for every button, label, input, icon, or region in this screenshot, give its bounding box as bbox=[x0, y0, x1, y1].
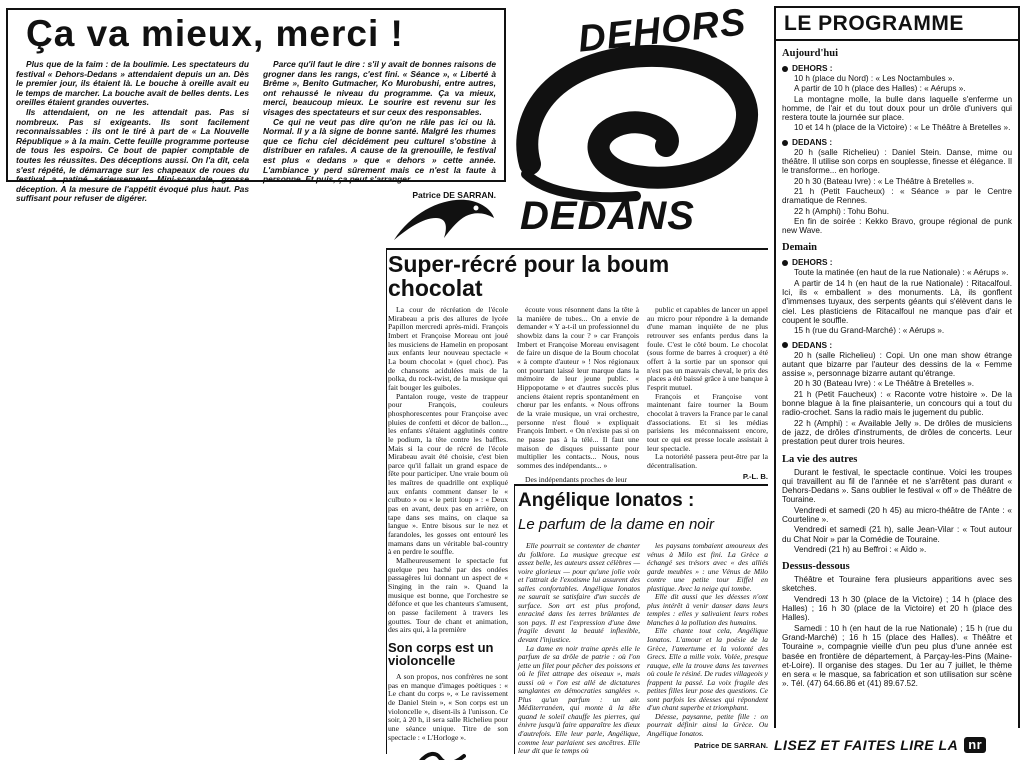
super-recre-column-2 bbox=[517, 306, 639, 485]
article-subheading: Son corps est un violoncelle bbox=[388, 639, 494, 668]
divider bbox=[386, 248, 387, 754]
bullet-icon bbox=[782, 342, 788, 348]
article-subtitle-angelique: Le parfum de la dame en noir bbox=[518, 516, 714, 533]
intro-box bbox=[6, 8, 506, 204]
venue-label-text: DEDANS : bbox=[792, 339, 833, 350]
bird-icon bbox=[392, 192, 496, 244]
article-paragraph: Malheureusement le spectacle fut quelque peu haché par des ondées passagères lui donnant un aspect de « Singing in the rain ». Quand la musique est bonne, que l'orchestre se défonce et que les chanteurs s'amusent, on passe facilement à travers les gouttes. Tour de chant et animation, des airs qui, à la première bbox=[388, 556, 508, 635]
program-venue-label bbox=[782, 137, 1012, 147]
program-heading-today: Aujourd'hui bbox=[782, 48, 839, 59]
program-entry: A partir de 10 h (place des Halles) : « Aérups ». bbox=[794, 84, 966, 94]
venue-label-text: DEHORS : bbox=[792, 257, 833, 268]
program-entry: Samedi : 10 h (en haut de la rue Nationale) ; 15 h (rue du Grand-Marché) ; 16 h 15 (place des Halles). « Théâtre et Touraine », compagnie vieille d'un peu plus d'une année est basée en frontière de département, à Parçay-les-Pins (Maine-et-Loire). Il organise des stages. Du 1er au 7 juillet, le thème en sera « le masque, sa fabrication et son utilisation sur scène ». Tél. (47) 64.66.86 et (41) 89.67.52. bbox=[782, 623, 1012, 689]
program-entry: 22 h (Amphi) : Tohu Bohu. bbox=[794, 206, 889, 216]
program-venue-label bbox=[782, 63, 1012, 73]
program-entry: Vendredi (21 h) au Beffroi : « Aïdo ». bbox=[794, 544, 927, 554]
program-heading-dessus: Dessus-dessous bbox=[782, 561, 850, 573]
program-entry: 10 h (place du Nord) : « Les Noctambules ». bbox=[794, 74, 955, 83]
article-paragraph: A son propos, nos confrères ne sont pas en manque d'images poétiques : « Le chant du corps », « Le ravissement de Daniel Stein », « Son corps est un violoncelle », disent-ils à l'unisson. Ce soir, à 20 h, il sera salle Richelieu pour une séance unique. Titre de son spectacle : « L'Horloge ». bbox=[388, 671, 508, 742]
article-paragraph: Des indépendants proches de leur bbox=[525, 475, 628, 485]
festival-logo bbox=[516, 1, 760, 244]
angelique-column-1 bbox=[518, 542, 640, 756]
program-entry: 21 h (Petit Faucheux) : « Séance » par le Centre dramatique de Rennes. bbox=[782, 186, 1012, 206]
intro-title: Ça va mieux, merci ! bbox=[26, 13, 404, 54]
program-entry: Vendredi et samedi (21 h), salle Jean-Vilar : « Tout autour du Chat Noir » par la Comédie de Touraine. bbox=[782, 525, 1012, 544]
article-paragraph: Pantalon rouge, veste de trappeur pour François, couleurs phosphorescentes pour Françoise avec pluies de confetti et décor de ballon..., les enfants s'étaient agglutinés contre le podium, la tête contre les baffles. Mais si la cour de récré de l'école Mirabeau avait été choisie, c'est bien parce qu'il fallait un grand espace de fête pour participer. Une vraie boum où les maîtres de quadrille ont expliqué aux enfants comment danser le « culbuto » ou « le petit loup » : « Deux pas en avant, deux pas en arrière, on tape dans ses mains, on claque sa langue ». Entre bisous sur le nez et farandoles, les gosses ont entouré les mamans dans un véritable bal-country à en perdre le souffle. bbox=[388, 391, 508, 557]
article-paragraph: Déesse, paysanne, petite fille : on pourrait définir ainsi la Grèce. Ou Angélique Ionatos. bbox=[647, 711, 768, 739]
bullet-icon bbox=[782, 66, 788, 72]
program-entry: 20 h (salle Richelieu) : Daniel Stein. Danse, mime ou théâtre. Il utilise son corps en souplesse, finesse et élégance. Il le transforme... en horloge. bbox=[782, 147, 1012, 176]
cello-dancer-icon bbox=[418, 748, 466, 760]
article-paragraph: écoute vous résonnent dans la tête à la manière de tubes... On a envie de demander « Y a-t-il un professionnel du showbiz dans la cour ? » car François Imbert et Françoise Moreau envisagent de faire un disque de la Boum chocolat « à compte d'auteur » ! Nos régionaux ont pourtant laissé leur marque dans la mémoire de leur jeune public. « Hippopotame » et d'autres succès plus anciens étaient repris spontanément en chœur par les enfants. « Nous offrons de la vraie musique, un vrai orchestre, personne n'est floué » expliquait François Imbert. « On n'existe pas si on ne passe pas à la télé... Il faut une maison de disques puissante pour multiplier les contacts... Nous, nous sommes des indépendants... » bbox=[517, 305, 639, 470]
program-venue-label bbox=[782, 257, 1012, 267]
intro-paragraph: Ce qui ne veut pas dire qu'on ne râle pas ici ou là. Normal. Il y a là signe de bonne santé. Malgré les rhumes que ce fichu ciel décidément peu culturel s'obstine à distribuer en rafales. A cause de la grenouille, le festival est plus « dedans » que « dehors » cette année. L'ambiance y perd sûrement mais ce n'est la faute à personne. Et puis, ça peut s'arranger... bbox=[263, 116, 496, 185]
program-entry: 20 h 30 (Bateau Ivre) : « Le Théâtre à Bretelles ». bbox=[794, 379, 975, 389]
divider bbox=[514, 486, 515, 754]
program-entry: A partir de 14 h (en haut de la rue Nationale) : Ritacalfoul. Ici, ils « emballent » des monuments. Là, ils gonflent d'immenses tuyaux, des serpents géants qui s'élèvent dans le ciel. Les plasticiens de Ritacalfoul ne manque pas d'air et coupent le souffle. bbox=[782, 278, 1012, 325]
bullet-icon bbox=[782, 140, 788, 146]
article-paragraph: La notoriété passera peut-être par la décentralisation. bbox=[647, 452, 768, 470]
article-signature: P.-L. B. bbox=[742, 472, 768, 482]
program-entry: Toute la matinée (en haut de la rue Nationale) : « Aérups ». bbox=[794, 268, 1009, 278]
program-column bbox=[774, 6, 1020, 728]
logo-word-dehors: DEHORS bbox=[576, 1, 749, 61]
article-paragraph: Elle dit aussi que les déesses n'ont plus intérêt à venir danser dans leurs temples : elles y salivaient leurs robes blanches à la pollution des humains. bbox=[647, 592, 768, 627]
super-recre-column-3 bbox=[647, 306, 768, 482]
article-paragraph: Elle pourrait se contenter de chanter du folklore. La musique grecque est assez belle, les auteurs assez célèbres — voire glorieux — pour qu'une jolie voix et l'attrait de l'exotisme lui assurent des salles confortables. Angélique Ionatos ne saurait se satisfaire d'un succès de surface. Son art est plus profond, enraciné dans les terres brûlantes de son pays. Il est l'expression d'une âme fragile devant la beauté inflexible, devant l'injustice. bbox=[518, 541, 640, 645]
program-entry: Théâtre et Touraine fera plusieurs apparitions avec ses sketches. bbox=[782, 575, 1012, 594]
divider bbox=[386, 248, 768, 250]
article-paragraph: Elle chante tout cela, Angélique Ionatos. L'amour et la poésie de la Grèce, l'amertume et la volonté des Grecs. Elle a mille voix. Volée, presque rauque, elle la trouve dans les tavernes où coule le résiné. De rudes villageois y frappent la passé. La voix fragile des petites filles leur pose des questions. Ce sont parfois les déesses qui répondent d'un chant superbe et triomphant. bbox=[647, 626, 768, 713]
program-heading-others: La vie des autres bbox=[782, 453, 858, 465]
program-entry: 15 h (rue du Grand-Marché) : « Aérups ». bbox=[794, 326, 945, 336]
article-title-angelique: Angélique Ionatos : bbox=[518, 490, 695, 511]
logo-word-dedans: DEDANS bbox=[520, 194, 695, 238]
program-entry: En fin de soirée : Kekko Bravo, groupe régional de punk new Wave. bbox=[782, 216, 1012, 236]
program-entry: La montagne molle, la bulle dans laquelle s'enferme un homme, de l'air et du tout doux pour un drôle d'univers qui restera toute la journée sur place. bbox=[782, 94, 1012, 123]
article-paragraph: La cour de récréation de l'école Mirabeau a pris des allures de lycée Papillon mercredi après-midi. François Imbert et Françoise Moreau ont joué les musiciens de Hamelin en proposant aux enfants leur nouveau spectacle « La boum chocolat » (quel choc). Pas de chansons acidulées mais de la polka, du rock-twist, de la musique qui fait bouger les guiboles. bbox=[388, 305, 508, 392]
program-entry: Vendredi et samedi (20 h 45) au micro-théâtre de l'Ante : « Courteline ». bbox=[782, 505, 1012, 524]
article-paragraph: public et capables de lancer un appel au micro pour répondre à la demande d'une maman inquiète de ne plus retrouver ses enfants perdus dans la foule. C'est le côté boum. Le chocolat (sous forme de barres à croquer) a été offert à la sortie par un sponsor qui n'est pas un mauvais cheval, le prix des places a été baissé grâce à une banque à l'esprit mutuel. bbox=[647, 305, 769, 392]
angelique-column-2 bbox=[647, 542, 768, 750]
article-signature: Patrice DE SARRAN. bbox=[694, 740, 768, 750]
program-entry: 21 h (Petit Faucheux) : « Raconte votre histoire ». De la bonne blague à la fine plaisanterie, un concours qui a tout du radio-crochet. Sans la radio mais le jugement du public. bbox=[782, 389, 1012, 418]
article-paragraph: La dame en noir traine après elle le parfum de sa drôle de patrie : où l'on jette un filet pour pêcher des poissons et où le filet attrape des oiseaux », mais aussi où « l'on est allé de dictatures sanglantes en démocraties sanglées ». Plus qu'un parfum : un air. Méditerranéen, qui monte à la tête quand le soleil chauffe les pierres, qui énivre jusqu'à faire apparaître les dieux d'autrefois. Elle leur parle, Angélique, comme leur parlaient ses ancêtres. Elle leur dit que le temps où bbox=[518, 643, 640, 756]
intro-paragraph: Parce qu'il faut le dire : s'il y avait de bonnes raisons de grogner dans les rangs, c'est fini. « Séance », « Liberté à Brême », Benito Gutmacher, Ko Murobushi, entre autres, ont rehaussé le niveau du programme. Ça va mieux, merci, beaucoup mieux. Le sourire est revenu sur les visages des spectateurs et sur ceux des responsables. bbox=[263, 59, 496, 117]
venue-label-text: DEHORS : bbox=[792, 63, 833, 73]
bullet-icon bbox=[782, 260, 788, 266]
intro-column-2 bbox=[263, 60, 496, 204]
intro-column-1 bbox=[16, 60, 249, 204]
intro-paragraph: Ils attendaient, on ne les attendait pas. Pas si nombreux. Pas si exigeants. Ils sont facilement reconnaissables : ils ont le tiré à part de « La Nouvelle République » à la main. Cette feuille programme porteuse de tous les espoirs. Ce bout de papier comptable de toutes les réussites. Des déceptions aussi. On l'a dit, cela s'est répété, le démarrage sur les chapeaux de roues du festival a patiné sérieusement. Mini-scandale, grosse déception. A la mesure de l'appétit évoqué plus haut. Pas suffisant pour refuser de digérer. bbox=[16, 106, 249, 204]
program-heading-tomorrow: Demain bbox=[782, 242, 817, 254]
intro-paragraph: Plus que de la faim : de la boulimie. Les spectateurs du festival « Dehors-Dedans » attendaient depuis un an. Dès le premier jour, ils étaient là. Le bouche à oreille avait eu le temps de marcher. La bouche avait de belles dents. Les oreilles étaient grandes ouvertes. bbox=[16, 59, 249, 108]
program-venue-label bbox=[782, 340, 1012, 350]
article-paragraph: François et Françoise vont maintenant faire tourner la Boum chocolat à travers la France par le canal d'associations. Et si les médias parisiens les méconnaissent encore, tout ce qui est presse locale assistait à leur spectacle. bbox=[647, 391, 768, 453]
footer-text: LISEZ ET FAITES LIRE LA bbox=[774, 737, 959, 753]
article-title-super-recre: Super-récré pour la boum chocolat bbox=[388, 251, 670, 301]
article-paragraph: les paysans tombaient amoureux des vénus à Milo est fini. La Grèce a échangé ses trésors avec « des alliés garde meubles » : une Vénus de Milo contre une petite tour Eiffel en plastique. Avec la neige qui tombe. bbox=[647, 541, 768, 593]
newspaper-logo-text: nr bbox=[968, 737, 983, 752]
program-entry: 20 h 30 (Bateau Ivre) : « Le Théâtre à Bretelles ». bbox=[794, 176, 975, 186]
super-recre-column-1 bbox=[388, 306, 508, 760]
program-entry: Durant le festival, le spectacle continue. Voici les troupes qui travaillent au fil de l'année et ne s'arrêtent pas durant « Dehors-Dedans ». Sans oublier le festival « off » de Théâtre de Touraine. bbox=[782, 467, 1012, 505]
footer-slogan bbox=[774, 734, 1020, 756]
program-entry: 20 h (salle Richelieu) : Copi. Un one man show étrange autant que bizarre par l'auteur des dessins de la « Femme assise », personnage bizarre autant qu'étrange. bbox=[782, 350, 1012, 379]
program-entry: Vendredi 13 h 30 (place de la Victoire) ; 14 h (place des Halles) ; 16 h 30 (place de la Victoire) et 20 h (place des Halles). bbox=[782, 594, 1012, 623]
venue-label-text: DEDANS : bbox=[792, 136, 833, 147]
program-title: LE PROGRAMME bbox=[776, 12, 1018, 41]
intro-signature: Patrice DE SARRAN. bbox=[412, 189, 496, 200]
program-entry: 10 et 14 h (place de la Victoire) : « Le Théâtre à Bretelles ». bbox=[794, 123, 1011, 133]
program-entry: 22 h (Amphi) : « Available Jelly ». De drôles de musiciens de jazz, de drôles d'instruments, de drôles de concerts. Leur prestation peut durer trois heures. bbox=[782, 418, 1012, 447]
newspaper-logo-icon bbox=[964, 737, 986, 753]
